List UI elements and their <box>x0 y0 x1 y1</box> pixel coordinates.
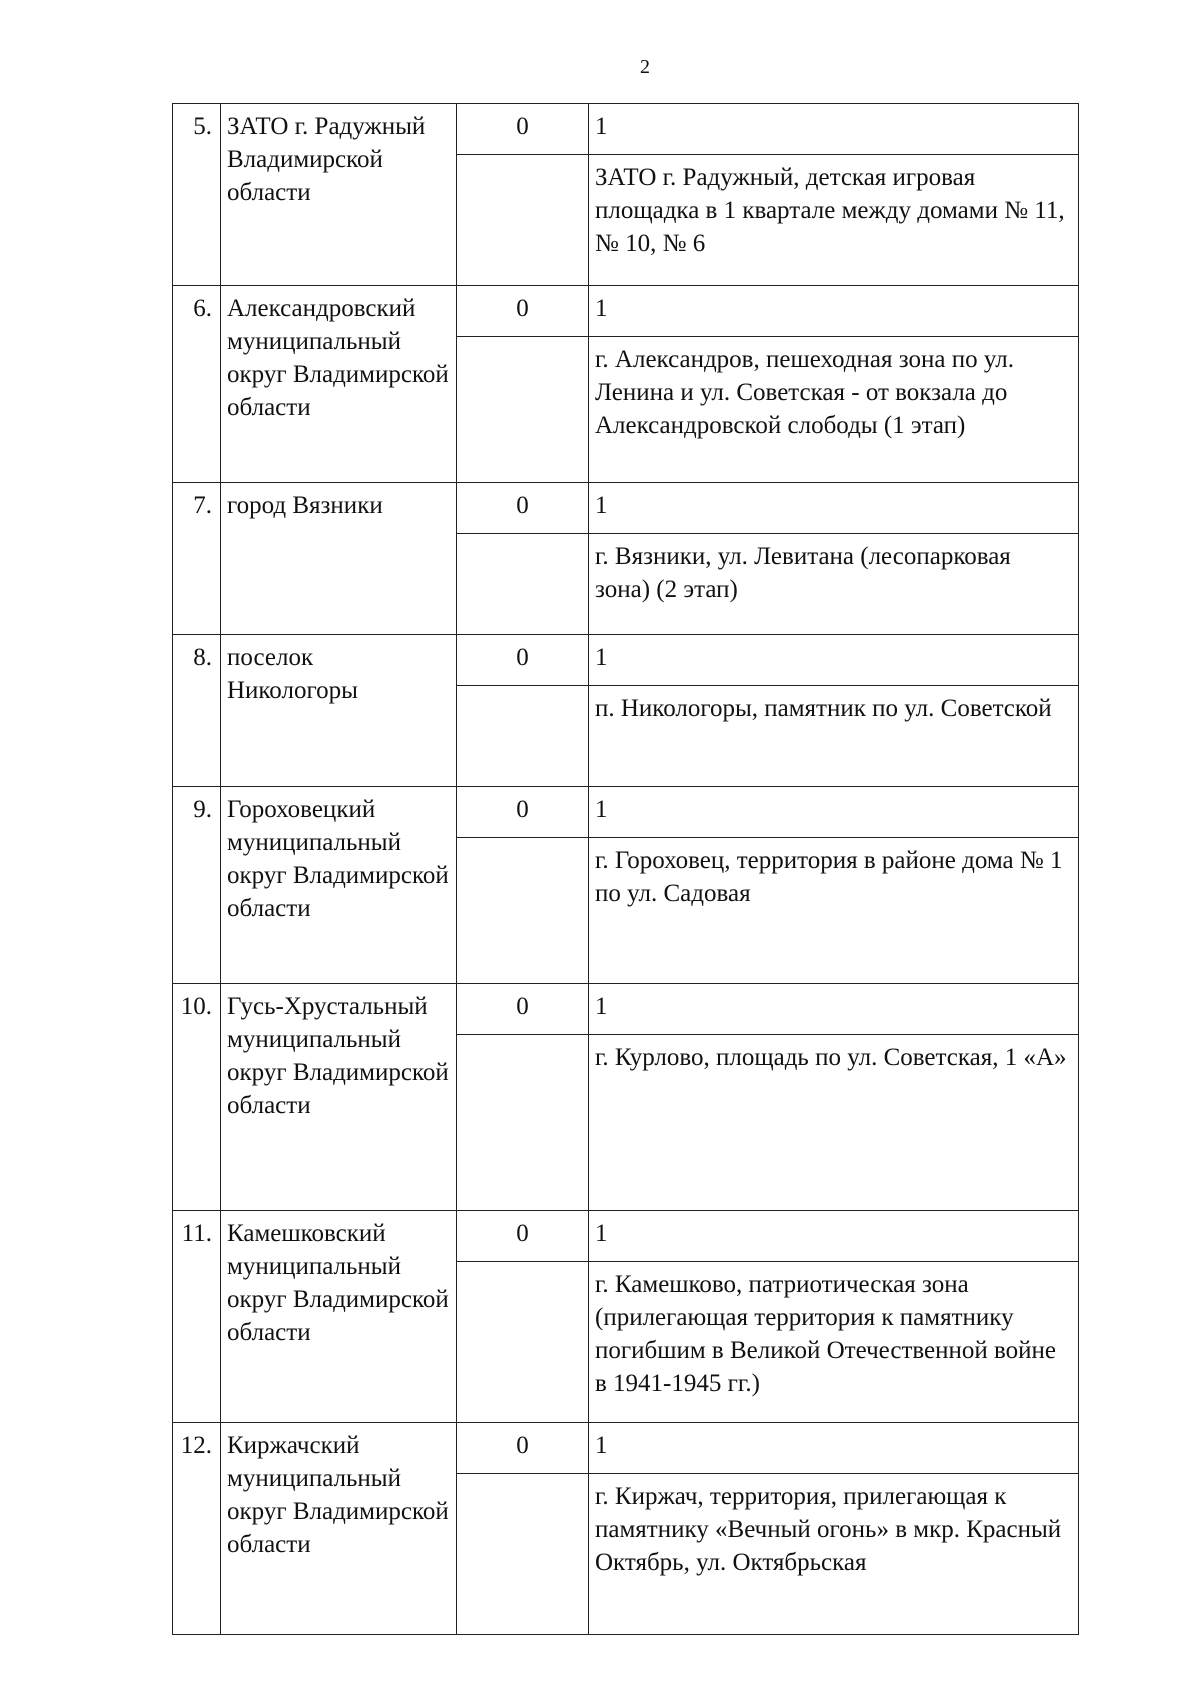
value-a: 0 <box>457 483 589 534</box>
object-address: п. Никологоры, памятник по ул. Советской <box>589 686 1079 787</box>
row-number: 6. <box>173 286 221 483</box>
empty-cell <box>457 155 589 286</box>
object-address: г. Киржач, территория, прилегающая к памятнику «Вечный огонь» в мкр. Красный Октябрь, ул. Октябрьская <box>589 1474 1079 1635</box>
row-number: 10. <box>173 984 221 1211</box>
object-address: г. Вязники, ул. Левитана (лесопарковая зона) (2 этап) <box>589 534 1079 635</box>
object-address: г. Курлово, площадь по ул. Советская, 1 «А» <box>589 1035 1079 1211</box>
value-a: 0 <box>457 1423 589 1474</box>
value-b: 1 <box>589 1423 1079 1474</box>
row-number: 9. <box>173 787 221 984</box>
value-a: 0 <box>457 104 589 155</box>
value-b: 1 <box>589 483 1079 534</box>
municipality-name: Камешковский муниципальный округ Владимирской области <box>221 1211 457 1423</box>
municipality-name: Киржачский муниципальный округ Владимирской области <box>221 1423 457 1635</box>
object-address: г. Гороховец, территория в районе дома № 1 по ул. Садовая <box>589 838 1079 984</box>
empty-cell <box>457 1262 589 1423</box>
empty-cell <box>457 686 589 787</box>
row-number: 5. <box>173 104 221 286</box>
table-row <box>173 1423 1079 1474</box>
row-number: 8. <box>173 635 221 787</box>
objects-table <box>172 103 1079 1635</box>
municipality-name: город Вязники <box>221 483 457 635</box>
table-row <box>173 104 1079 155</box>
empty-cell <box>457 1474 589 1635</box>
municipality-name: ЗАТО г. Радужный Владимирской области <box>221 104 457 286</box>
empty-cell <box>457 534 589 635</box>
municipality-name: поселок Никологоры <box>221 635 457 787</box>
value-a: 0 <box>457 635 589 686</box>
page-number: 2 <box>640 56 650 78</box>
object-address: г. Александров, пешеходная зона по ул. Ленина и ул. Советская - от вокзала до Александровской слободы (1 этап) <box>589 337 1079 483</box>
table-row <box>173 483 1079 534</box>
empty-cell <box>457 838 589 984</box>
row-number: 11. <box>173 1211 221 1423</box>
value-a: 0 <box>457 286 589 337</box>
value-b: 1 <box>589 1211 1079 1262</box>
value-a: 0 <box>457 1211 589 1262</box>
value-b: 1 <box>589 286 1079 337</box>
value-b: 1 <box>589 635 1079 686</box>
object-address: ЗАТО г. Радужный, детская игровая площадка в 1 квартале между домами № 11, № 10, № 6 <box>589 155 1079 286</box>
municipality-name: Гороховецкий муниципальный округ Владимирской области <box>221 787 457 984</box>
value-b: 1 <box>589 787 1079 838</box>
table-row <box>173 984 1079 1035</box>
row-number: 7. <box>173 483 221 635</box>
table-row <box>173 286 1079 337</box>
table-row <box>173 635 1079 686</box>
table-row <box>173 787 1079 838</box>
value-a: 0 <box>457 787 589 838</box>
municipality-name: Александровский муниципальный округ Владимирской области <box>221 286 457 483</box>
table-row <box>173 1211 1079 1262</box>
municipality-name: Гусь-Хрустальный муниципальный округ Владимирской области <box>221 984 457 1211</box>
object-address: г. Камешково, патриотическая зона (прилегающая территория к памятнику погибшим в Великой Отечественной войне в 1941-1945 гг.) <box>589 1262 1079 1423</box>
empty-cell <box>457 337 589 483</box>
value-b: 1 <box>589 104 1079 155</box>
value-b: 1 <box>589 984 1079 1035</box>
value-a: 0 <box>457 984 589 1035</box>
row-number: 12. <box>173 1423 221 1635</box>
empty-cell <box>457 1035 589 1211</box>
